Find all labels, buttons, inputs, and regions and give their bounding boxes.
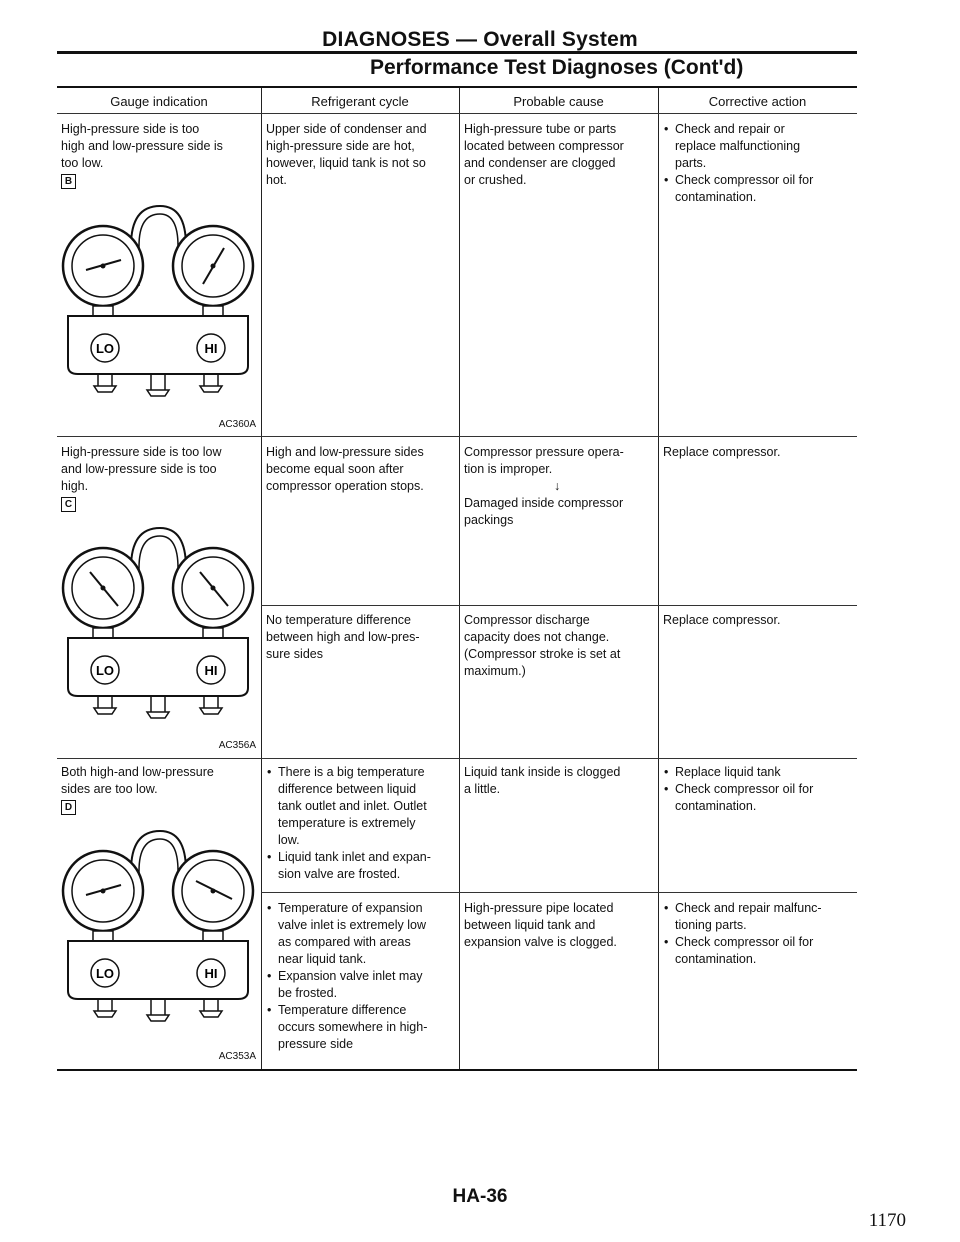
probable-cause-text: Liquid tank inside is clogged a little. [464,765,621,796]
figure-badge: C [61,497,76,512]
probable-cause-text: Compressor pressure opera- tion is improper. ↓ Damaged inside compressor packings [464,445,624,527]
refrigerant-cycle-list: • There is a big temperature difference between liquid tank outlet and inlet. Outlet temperature is extremely low. • Liquid tank inlet and expan- sion valve are frosted. [266,764,431,883]
probable-cause-text: High-pressure pipe located between liquid tank and expansion valve is clogged. [464,901,617,949]
row-rule [57,758,857,759]
section-title: DIAGNOSES — Overall System [322,28,638,51]
probable-cause-text: High-pressure tube or parts located between compressor and condenser are clogged or crushed. [464,122,624,187]
probable-cause-text: Compressor discharge capacity does not change. (Compressor stroke is set at maximum.) [464,613,621,678]
table-bottom-rule [57,1069,857,1071]
refrigerant-cycle-text: Upper side of condenser and high-pressure side are hot, however, liquid tank is not so hot. [266,122,427,187]
table-top-rule [57,86,857,88]
refrigerant-cycle-list: • Temperature of expansion valve inlet is extremely low as compared with areas near liquid tank. • Expansion valve inlet may be frosted. • Temperature difference occurs somewhere in high- pressure side [266,900,427,1053]
page-subtitle: Performance Test Diagnoses (Cont'd) [370,56,744,79]
gauge-manifold-diagram [58,198,258,408]
gauge-manifold-diagram [58,823,258,1033]
gauge-indication-text: High-pressure side is too high and low-pressure side is too low. B [61,122,223,187]
figure-badge: D [61,800,76,815]
corrective-action-list: • Check and repair malfunc- tioning parts. • Check compressor oil for contamination. [663,900,822,968]
svg-text:LO: LO [95,966,115,981]
svg-text:HI: HI [204,341,218,356]
gauge-indication-text: Both high-and low-pressure sides are too low. D [61,765,214,813]
subrow-rule [261,605,857,606]
column-divider [459,88,460,1069]
figure-code: AC360A [218,419,256,430]
section-page-code: HA-36 [452,1186,508,1207]
figure-code: AC353A [218,1051,256,1062]
column-header: Probable cause [513,94,604,109]
column-divider [658,88,659,1069]
corrective-action-text: Replace compressor. [663,613,781,627]
refrigerant-cycle-text: No temperature difference between high and low-pres- sure sides [266,613,420,661]
header-rule [57,113,857,114]
column-header: Corrective action [708,94,807,109]
gauge-indication-text: High-pressure side is too low and low-pressure side is too high. C [61,445,222,510]
column-header: Refrigerant cycle [311,94,409,109]
corrective-action-list: • Replace liquid tank • Check compressor oil for contamination. [663,764,813,815]
page-number: 1170 [868,1210,906,1231]
gauge-manifold-diagram [58,520,258,730]
column-divider [261,88,262,1069]
svg-text:HI: HI [204,966,218,981]
corrective-action-text: Replace compressor. [663,445,781,459]
title-rule [57,51,857,54]
svg-text:LO: LO [95,341,115,356]
svg-text:LO: LO [95,663,115,678]
column-header: Gauge indication [110,94,208,109]
figure-code: AC356A [218,740,256,751]
corrective-action-list: • Check and repair or replace malfunctioning parts. • Check compressor oil for contamination. [663,121,813,206]
figure-badge: B [61,174,76,189]
refrigerant-cycle-text: High and low-pressure sides become equal soon after compressor operation stops. [266,445,424,493]
row-rule [57,436,857,437]
svg-text:HI: HI [204,663,218,678]
subrow-rule [261,892,857,893]
